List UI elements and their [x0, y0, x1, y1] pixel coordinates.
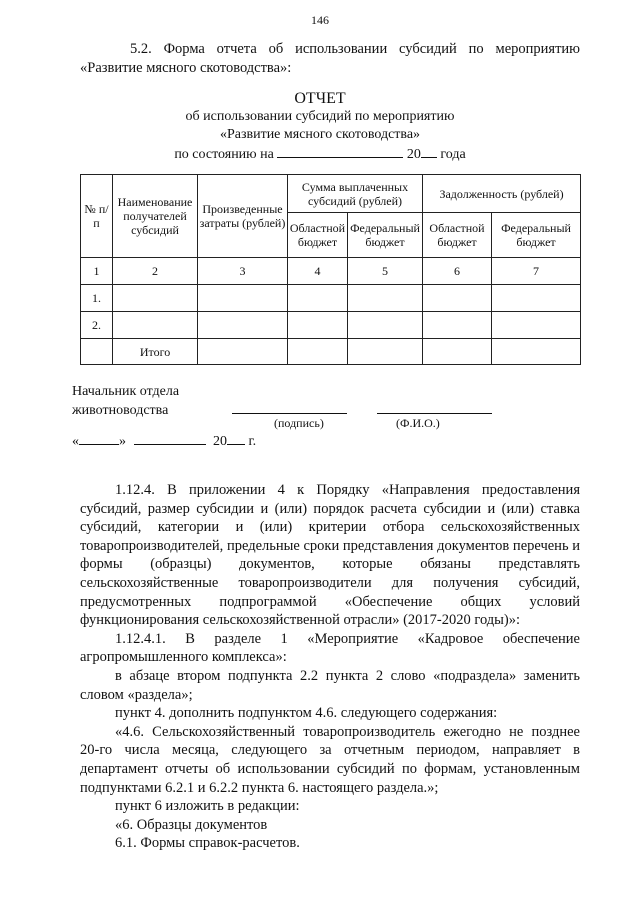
- table-cell: [198, 312, 288, 339]
- page-number: 146: [311, 13, 329, 27]
- signature-caption: (подпись): [274, 416, 324, 430]
- report-subtitle-1: об использовании субсидий по мероприятию: [185, 109, 455, 124]
- table-cell: [423, 339, 492, 365]
- column-number-row: [81, 258, 581, 285]
- position-line-1: Начальник отдела: [72, 384, 180, 399]
- paragraph: 1.12.4.1. В разделе 1 «Мероприятие «Кадровое обеспечение агропромышленного комплекса»:: [80, 630, 580, 666]
- total-row: [81, 339, 581, 365]
- section-heading: 5.2. Форма отчета об использовании субсидий по мероприятию «Развитие мясного скотоводства»:: [80, 41, 580, 76]
- table-cell: [81, 339, 113, 365]
- paragraph: «6. Образцы документов: [115, 816, 268, 833]
- header-num: № п/п: [81, 175, 113, 258]
- signature-date-line: [72, 432, 256, 450]
- table-cell: [113, 312, 198, 339]
- table-cell: [492, 339, 581, 365]
- row-number: 2.: [81, 312, 113, 339]
- report-title: ОТЧЕТ: [294, 90, 346, 107]
- col-number: 6: [423, 258, 492, 285]
- paragraph: «4.6. Сельскохозяйственный товаропроизводитель ежегодно не позднее 20-го числа месяца, следующего за отчетным периодом, направляет в департамент отчеты об использовании субсидий по формам, установленным подпунктами 6.2.1 и 6.2.2 пункта 6. настоящего раздела.»;: [80, 723, 580, 796]
- row-number: 1.: [81, 285, 113, 312]
- position-line-2: животноводства: [72, 403, 169, 418]
- col-number: 7: [492, 258, 581, 285]
- table-cell: [492, 312, 581, 339]
- table-cell: [348, 339, 423, 365]
- header-costs: Произведенные затраты (рублей): [198, 175, 288, 258]
- report-date-suffix: года: [440, 147, 466, 162]
- report-year-blank: [421, 145, 437, 158]
- year-blank: [227, 432, 245, 445]
- name-caption: (Ф.И.О.): [396, 416, 440, 430]
- report-date-prefix: по состоянию на: [174, 147, 274, 162]
- paragraph: пункт 6 изложить в редакции:: [115, 798, 300, 815]
- paragraph: в абзаце втором подпункта 2.2 пункта 2 слово «подраздела» заменить словом «раздела»;: [80, 667, 580, 703]
- table-cell: [113, 285, 198, 312]
- body-text: [80, 481, 580, 853]
- header-paid-subsidies: Сумма выплаченных субсидий (рублей): [288, 175, 423, 213]
- total-label: Итого: [113, 339, 198, 365]
- col-number: 5: [348, 258, 423, 285]
- date-open-quote: «: [72, 434, 79, 449]
- report-date-line: [0, 145, 640, 163]
- col-number: 4: [288, 258, 348, 285]
- table-cell: [348, 285, 423, 312]
- date-year-prefix: 20: [213, 434, 227, 449]
- table-cell: [288, 339, 348, 365]
- signature-blank: [232, 412, 347, 414]
- report-table: [80, 174, 581, 365]
- paragraph: пункт 4. дополнить подпунктом 4.6. следующего содержания:: [115, 705, 498, 722]
- col-number: 1: [81, 258, 113, 285]
- col-number: 3: [198, 258, 288, 285]
- table-row: [81, 312, 581, 339]
- date-year-suffix: г.: [248, 434, 257, 449]
- table-cell: [288, 285, 348, 312]
- table-cell: [198, 285, 288, 312]
- paragraph: 1.12.4. В приложении 4 к Порядку «Направления предоставления субсидий, размер субсидии и (или) порядок расчета субсидии и (или) ставка субсидий, категории и (или) критерии отбора сельскохозяйственных товаропроизводителей, предельные сроки представления документов перечень и формы (образцы) документов, которые обязаны представлять сельскохозяйственные товаропроизводители для получения субсидий, предусмотренных подпрограммой «Обеспечение общих условий функционирования сельскохозяйственной отрасли» (2017-2020 годы)»:: [80, 482, 580, 629]
- report-date-year: 20: [406, 147, 421, 162]
- header-debt-federal: Федеральный бюджет: [492, 213, 581, 258]
- table-cell: [198, 339, 288, 365]
- table-cell: [288, 312, 348, 339]
- table-cell: [348, 312, 423, 339]
- header-debt: Задолженность (рублей): [423, 175, 581, 213]
- name-blank: [377, 412, 492, 414]
- day-blank: [79, 432, 119, 445]
- report-subtitle-2: «Развитие мясного скотоводства»: [219, 127, 421, 142]
- table-cell: [492, 285, 581, 312]
- month-blank: [134, 432, 206, 445]
- header-recipient-name: Наименование получателей субсидий: [113, 175, 198, 258]
- table-cell: [423, 285, 492, 312]
- paragraph: 6.1. Формы справок-расчетов.: [115, 835, 300, 852]
- date-close-quote: »: [119, 434, 126, 449]
- header-debt-regional: Областной бюджет: [423, 213, 492, 258]
- header-paid-federal: Федеральный бюджет: [348, 213, 423, 258]
- report-date-blank: [277, 145, 403, 158]
- col-number: 2: [113, 258, 198, 285]
- signature-position: [72, 382, 179, 420]
- header-paid-regional: Областной бюджет: [288, 213, 348, 258]
- table-row: [81, 285, 581, 312]
- table-cell: [423, 312, 492, 339]
